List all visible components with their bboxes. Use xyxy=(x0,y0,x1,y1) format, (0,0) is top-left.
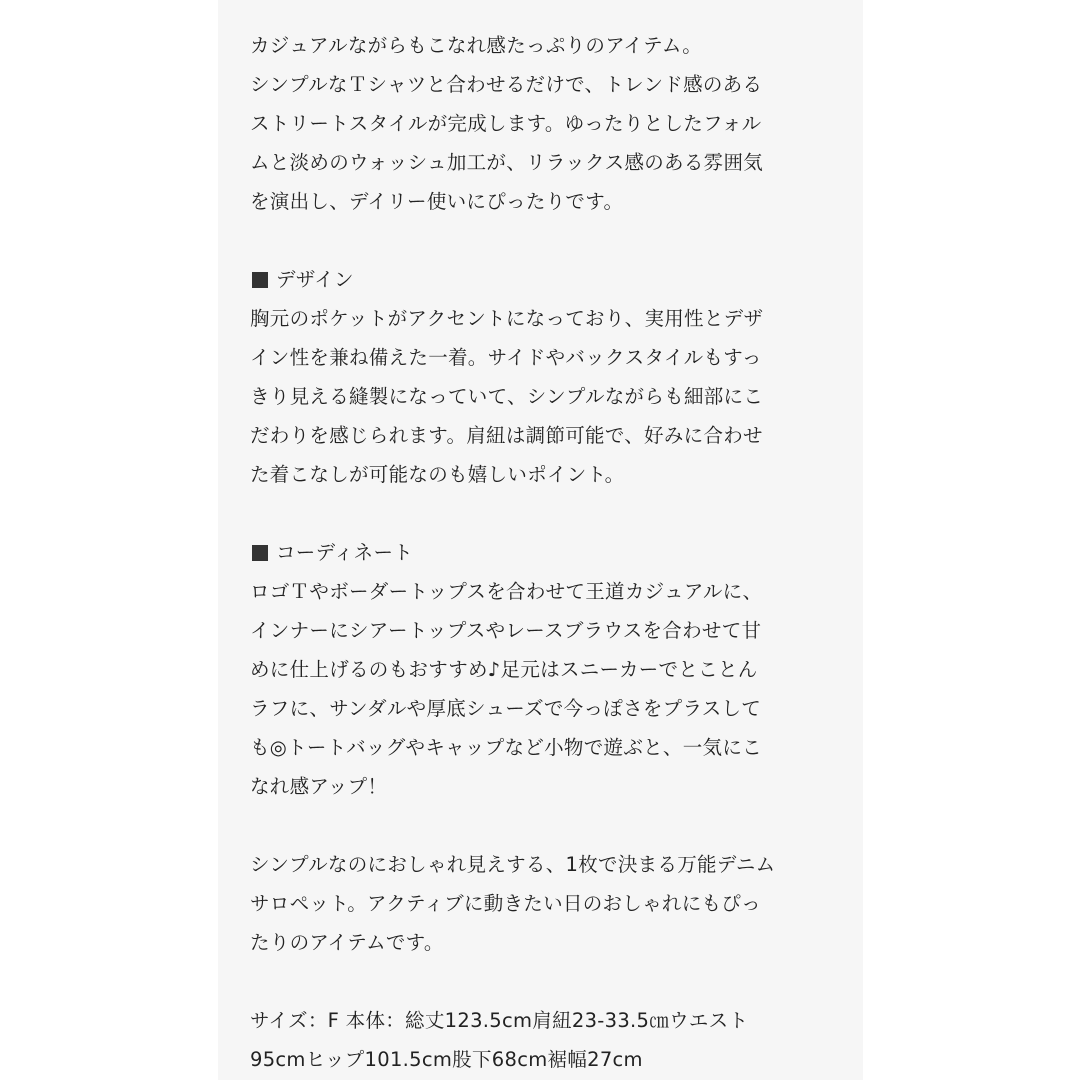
size-line: 95cmヒップ101.5cm股下68cm裾幅27cm xyxy=(250,1048,643,1071)
coordinate-line: インナーにシアートップスやレースブラウスを合わせて甘 xyxy=(250,619,762,642)
intro-line: シンプルなＴシャツと合わせるだけで、トレンド感のある xyxy=(250,73,763,96)
spacer xyxy=(250,806,835,845)
product-description xyxy=(250,26,835,1079)
coordinate-line: ラフに、サンダルや厚底シューズで今っぽさをプラスして xyxy=(250,697,762,720)
coordinate-line: も◎トートバッグやキャップなど小物で遊ぶと、一気にこ xyxy=(250,736,762,759)
intro-line: カジュアルながらもこなれ感たっぷりのアイテム。 xyxy=(250,34,703,57)
summary-line: サロペット。アクティブに動きたい日のおしゃれにもぴっ xyxy=(250,892,761,915)
design-line: イン性を兼ね備えた一着。サイドやバックスタイルもすっ xyxy=(250,346,762,369)
design-line: きり見える縫製になっていて、シンプルながらも細部にこ xyxy=(250,385,764,408)
coordinate-heading-label: コーディネート xyxy=(276,541,414,564)
spacer xyxy=(250,221,835,260)
coordinate-line: めに仕上げるのもおすすめ♪足元はスニーカーでとことん xyxy=(250,658,758,681)
spacer xyxy=(250,962,835,1001)
coordinate-line: なれ感アップ！ xyxy=(250,775,388,798)
intro-line: を演出し、デイリー使いにぴったりです。 xyxy=(250,190,624,213)
summary-line: シンプルなのにおしゃれ見えする、1枚で決まる万能デニム xyxy=(250,853,776,876)
design-line: だわりを感じられます。肩紐は調節可能で、好みに合わせ xyxy=(250,424,763,447)
summary-line: たりのアイテムです。 xyxy=(250,931,444,954)
coordinate-heading xyxy=(250,533,835,572)
square-bullet-icon xyxy=(252,272,268,288)
design-line: た着こなしが可能なのも嬉しいポイント。 xyxy=(250,463,625,486)
size-line: サイズ：F 本体：総丈123.5cm肩紐23-33.5㎝ウエスト xyxy=(250,1009,749,1032)
design-heading-label: デザイン xyxy=(276,268,354,291)
intro-line: ストリートスタイルが完成します。ゆったりとしたフォル xyxy=(250,112,762,135)
spacer xyxy=(250,494,835,533)
intro-line: ムと淡めのウォッシュ加工が、リラックス感のある雰囲気 xyxy=(250,151,764,174)
square-bullet-icon xyxy=(252,545,268,561)
design-heading xyxy=(250,260,835,299)
design-line: 胸元のポケットがアクセントになっており、実用性とデザ xyxy=(250,307,764,330)
coordinate-line: ロゴＴやボーダートップスを合わせて王道カジュアルに、 xyxy=(250,580,763,603)
